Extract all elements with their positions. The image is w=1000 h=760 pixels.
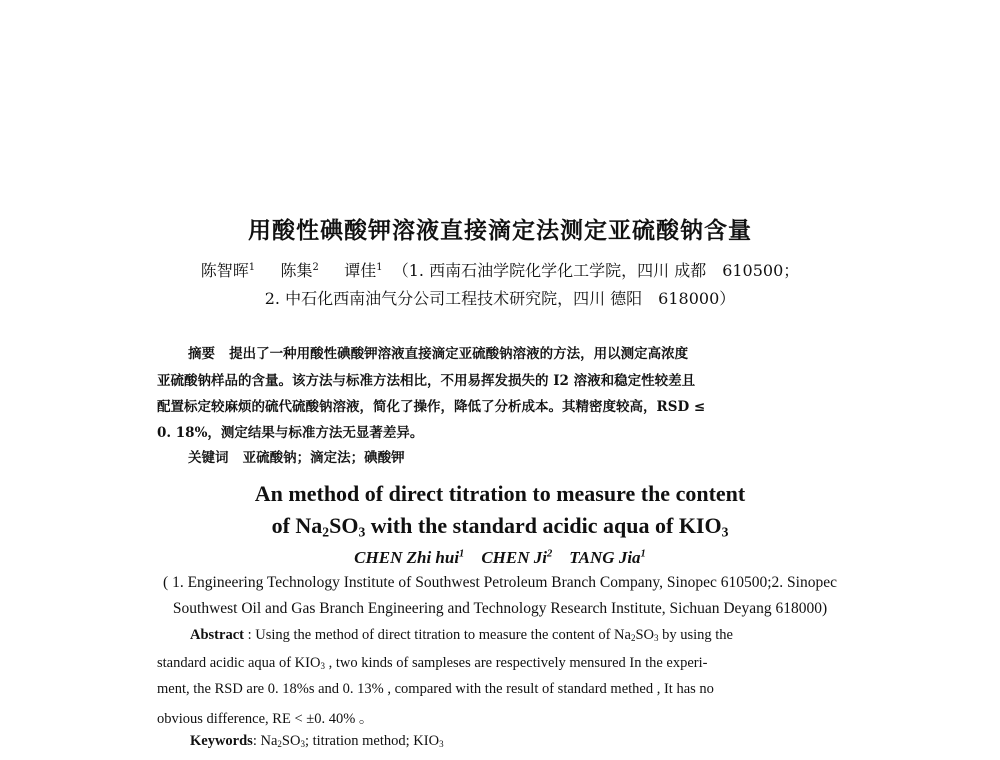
chinese-abstract-line — [188, 342, 688, 362]
english-abstract-line — [190, 627, 733, 644]
chinese-authors-line — [0, 258, 1000, 281]
subscript: 2 — [630, 633, 636, 644]
chinese-keywords: 亚硫酸钠；滴定法；碘酸钾 — [242, 450, 405, 466]
chinese-abstract-label: 摘要 — [188, 346, 215, 362]
english-abstract-line — [157, 655, 707, 672]
author-affiliation-mark: 1 — [459, 548, 465, 560]
subscript: 2 — [322, 524, 330, 540]
english-abstract-line: obvious difference, RE < ±0. 40% 。 — [157, 711, 374, 727]
author-name: TANG Jia — [569, 548, 641, 567]
abstract-text: standard acidic aqua of KIO — [157, 655, 321, 671]
subscript: 3 — [358, 524, 366, 540]
title-text: with the standard acidic aqua of KIO — [365, 513, 722, 538]
chinese-keywords-line — [188, 446, 405, 466]
english-title-line-1: An method of direct titration to measure the content — [254, 481, 746, 506]
author-affiliation-mark: 1 — [248, 262, 256, 274]
author-name: 谭佳 — [344, 261, 377, 280]
author-name: 陈智晖 — [200, 261, 249, 280]
chinese-title: 用酸性碘酸钾溶液直接滴定法测定亚硫酸钠含量 — [248, 218, 752, 244]
chinese-abstract-text: 配置标定较麻烦的硫代硫酸钠溶液，简化了操作，降低了分析成本。其精密度较高，RSD ≤ — [157, 399, 706, 415]
english-affiliation-line-1: ( 1. Engineering Technology Institute of Southwest Petroleum Branch Company, Sinopec 610500;2. Sinopec — [163, 574, 837, 591]
english-abstract-line: ment, the RSD are 0. 18%s and 0. 13% , compared with the result of standard methed , It has no — [157, 681, 714, 697]
title-text: SO — [329, 513, 359, 538]
english-title-line-2 — [0, 513, 1000, 539]
subscript: 3 — [721, 524, 729, 540]
english-keywords-label: Keywords — [190, 733, 253, 749]
english-authors-line — [0, 548, 1000, 568]
chinese-keywords-label: 关键词 — [188, 450, 229, 466]
chinese-affiliation-2: 2. 中石化西南油气分公司工程技术研究院，四川 德阳 618000） — [264, 289, 736, 308]
english-keywords-line — [190, 733, 444, 750]
abstract-text: : Using the method of direct titration to measure the content of Na — [243, 627, 631, 643]
author-name: CHEN Zhi hui — [354, 548, 460, 567]
english-affiliation-line-2: Southwest Oil and Gas Branch Engineering and Technology Research Institute, Sichuan Deyang 618000) — [172, 600, 828, 617]
english-abstract-label: Abstract — [190, 627, 244, 643]
chinese-abstract-text: 0. 18%，测定结果与标准方法无显著差异。 — [157, 425, 424, 441]
keywords-text: ; titration method; KIO — [304, 733, 440, 749]
keywords-text: SO — [281, 733, 301, 749]
abstract-text: , two kinds of sampleses are respectively mensured In the experi- — [324, 655, 708, 671]
abstract-text: by using the — [658, 627, 733, 643]
subscript: 3 — [653, 633, 659, 644]
author-name: 陈集 — [280, 261, 313, 280]
subscript: 3 — [300, 739, 305, 750]
author-affiliation-mark: 2 — [546, 548, 553, 560]
chinese-abstract-text: 提出了一种用酸性碘酸钾溶液直接滴定亚硫酸钠溶液的方法，用以测定高浓度 — [229, 346, 689, 362]
subscript: 2 — [277, 739, 282, 750]
chinese-affiliation-1: （1. 西南石油学院化学化工学院，四川 成都 610500； — [392, 261, 800, 280]
author-affiliation-mark: 1 — [376, 262, 383, 274]
chinese-abstract-text: 亚硫酸钠样品的含量。该方法与标准方法相比，不用易挥发损失的 I2 溶液和稳定性较差且 — [157, 373, 696, 389]
title-text: of Na — [271, 513, 323, 538]
author-affiliation-mark: 1 — [640, 548, 646, 560]
abstract-text: SO — [635, 627, 654, 643]
subscript: 3 — [320, 661, 325, 672]
author-name: CHEN Ji — [481, 548, 547, 567]
author-affiliation-mark: 2 — [312, 262, 319, 274]
subscript: 3 — [439, 739, 444, 750]
keywords-text: : Na — [252, 733, 278, 749]
